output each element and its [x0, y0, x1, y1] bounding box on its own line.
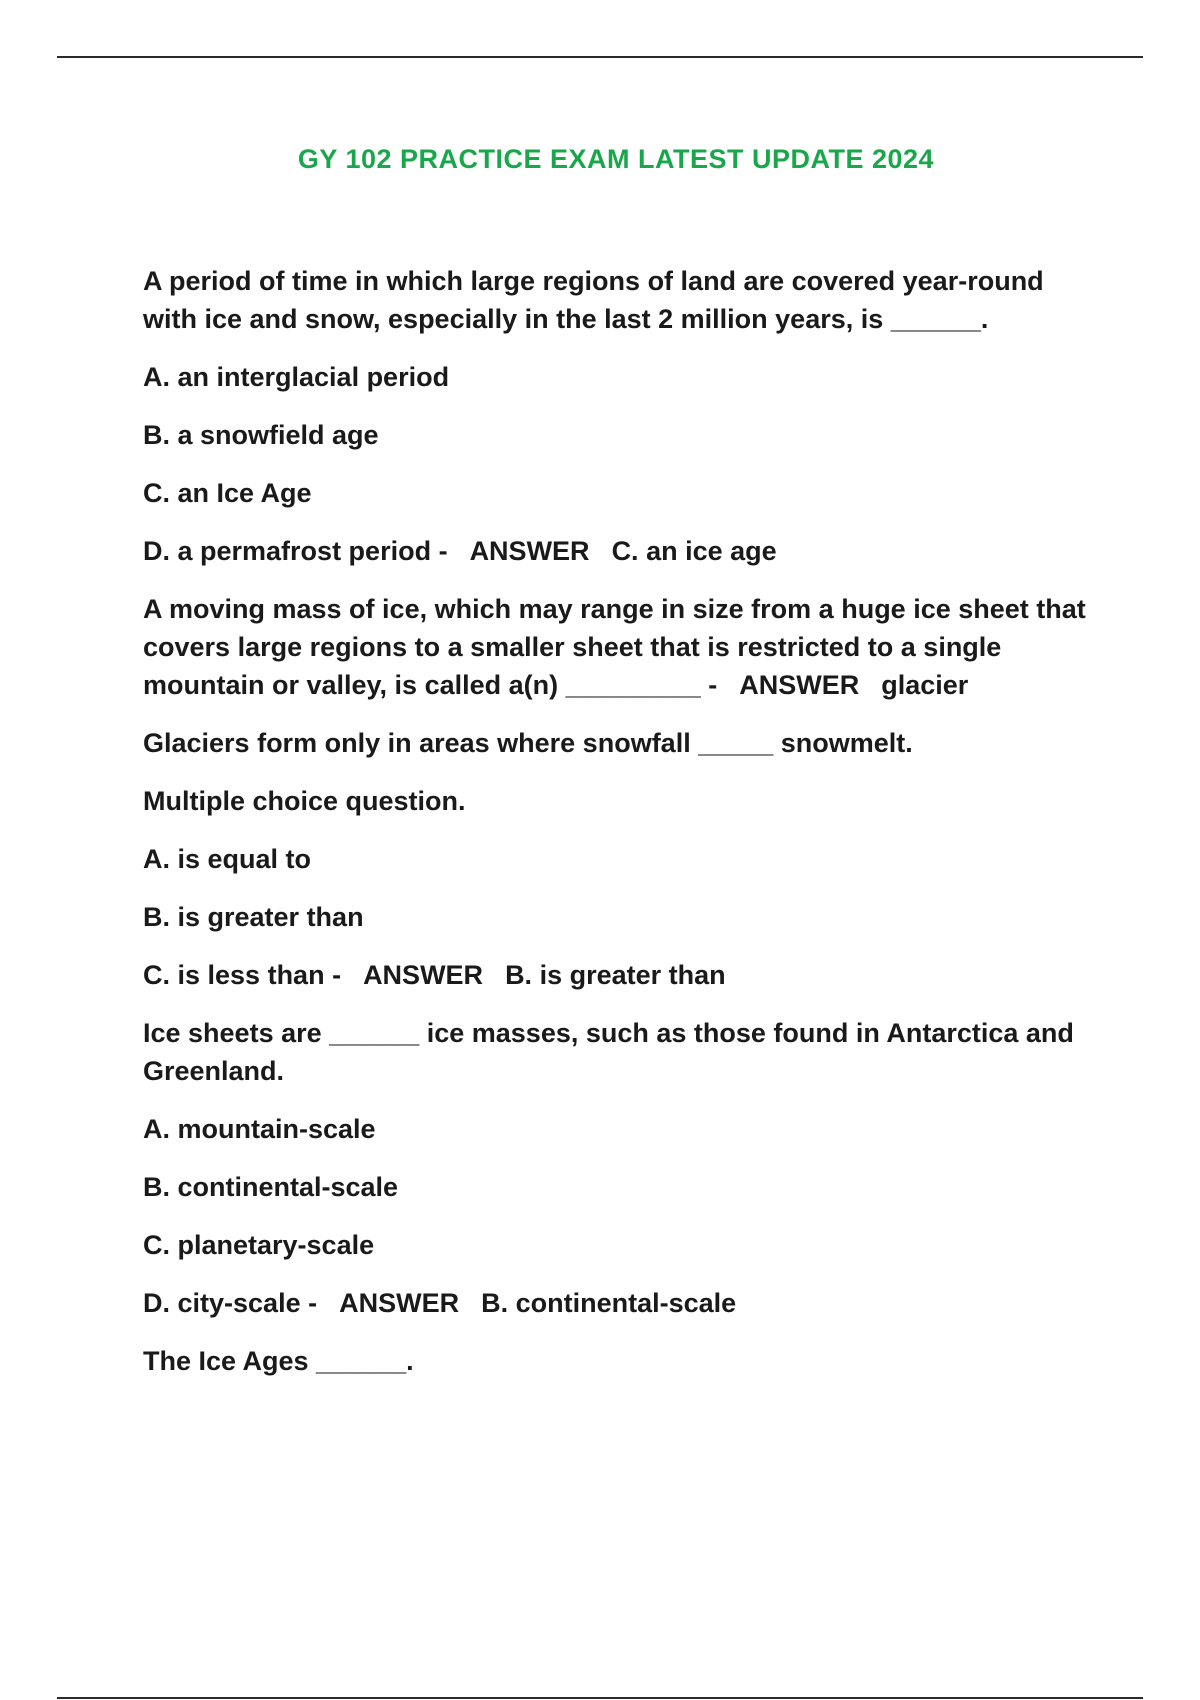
question-5: The Ice Ages ______. [143, 1346, 414, 1376]
option-d-with-answer [143, 532, 1103, 570]
answer-label: ANSWER [339, 1288, 460, 1318]
option-c-with-answer [143, 956, 1103, 994]
option-c: C. an Ice Age [143, 478, 312, 508]
option-a: A. an interglacial period [143, 362, 450, 392]
option-c: C. planetary-scale [143, 1230, 375, 1260]
top-rule [57, 56, 1143, 58]
question-2-with-answer [143, 590, 1103, 704]
answer-label: ANSWER [739, 670, 860, 700]
option-text: C. is less than - [143, 960, 342, 990]
option-b: B. is greater than [143, 902, 364, 932]
answer-label: ANSWER [469, 536, 590, 566]
exam-content [143, 262, 1103, 1400]
question-1: A period of time in which large regions of land are covered year-round with ice and snow, especially in the last 2 million years, is ______. [143, 266, 1044, 334]
question-3: Glaciers form only in areas where snowfall _____ snowmelt. [143, 728, 913, 758]
option-text: D. city-scale - [143, 1288, 318, 1318]
page-title: GY 102 PRACTICE EXAM LATEST UPDATE 2024 [297, 144, 935, 174]
option-d-with-answer [143, 1284, 1103, 1322]
option-a: A. is equal to [143, 844, 312, 874]
option-a: A. mountain-scale [143, 1114, 376, 1144]
question-4: Ice sheets are ______ ice masses, such as those found in Antarctica and Greenland. [143, 1018, 1074, 1086]
question-type-note: Multiple choice question. [143, 786, 466, 816]
answer-text: C. an ice age [611, 536, 777, 566]
answer-text: glacier [881, 670, 969, 700]
option-b: B. continental-scale [143, 1172, 399, 1202]
answer-text: B. is greater than [505, 960, 726, 990]
answer-text: B. continental-scale [481, 1288, 737, 1318]
answer-label: ANSWER [363, 960, 484, 990]
bottom-rule [57, 1697, 1143, 1699]
option-b: B. a snowfield age [143, 420, 379, 450]
option-text: D. a permafrost period - [143, 536, 448, 566]
question-text: A moving mass of ice, which may range in size from a huge ice sheet that covers large regions to a smaller sheet that is restricted to a single mountain or valley, is called a(n) _________ - [143, 594, 1086, 700]
